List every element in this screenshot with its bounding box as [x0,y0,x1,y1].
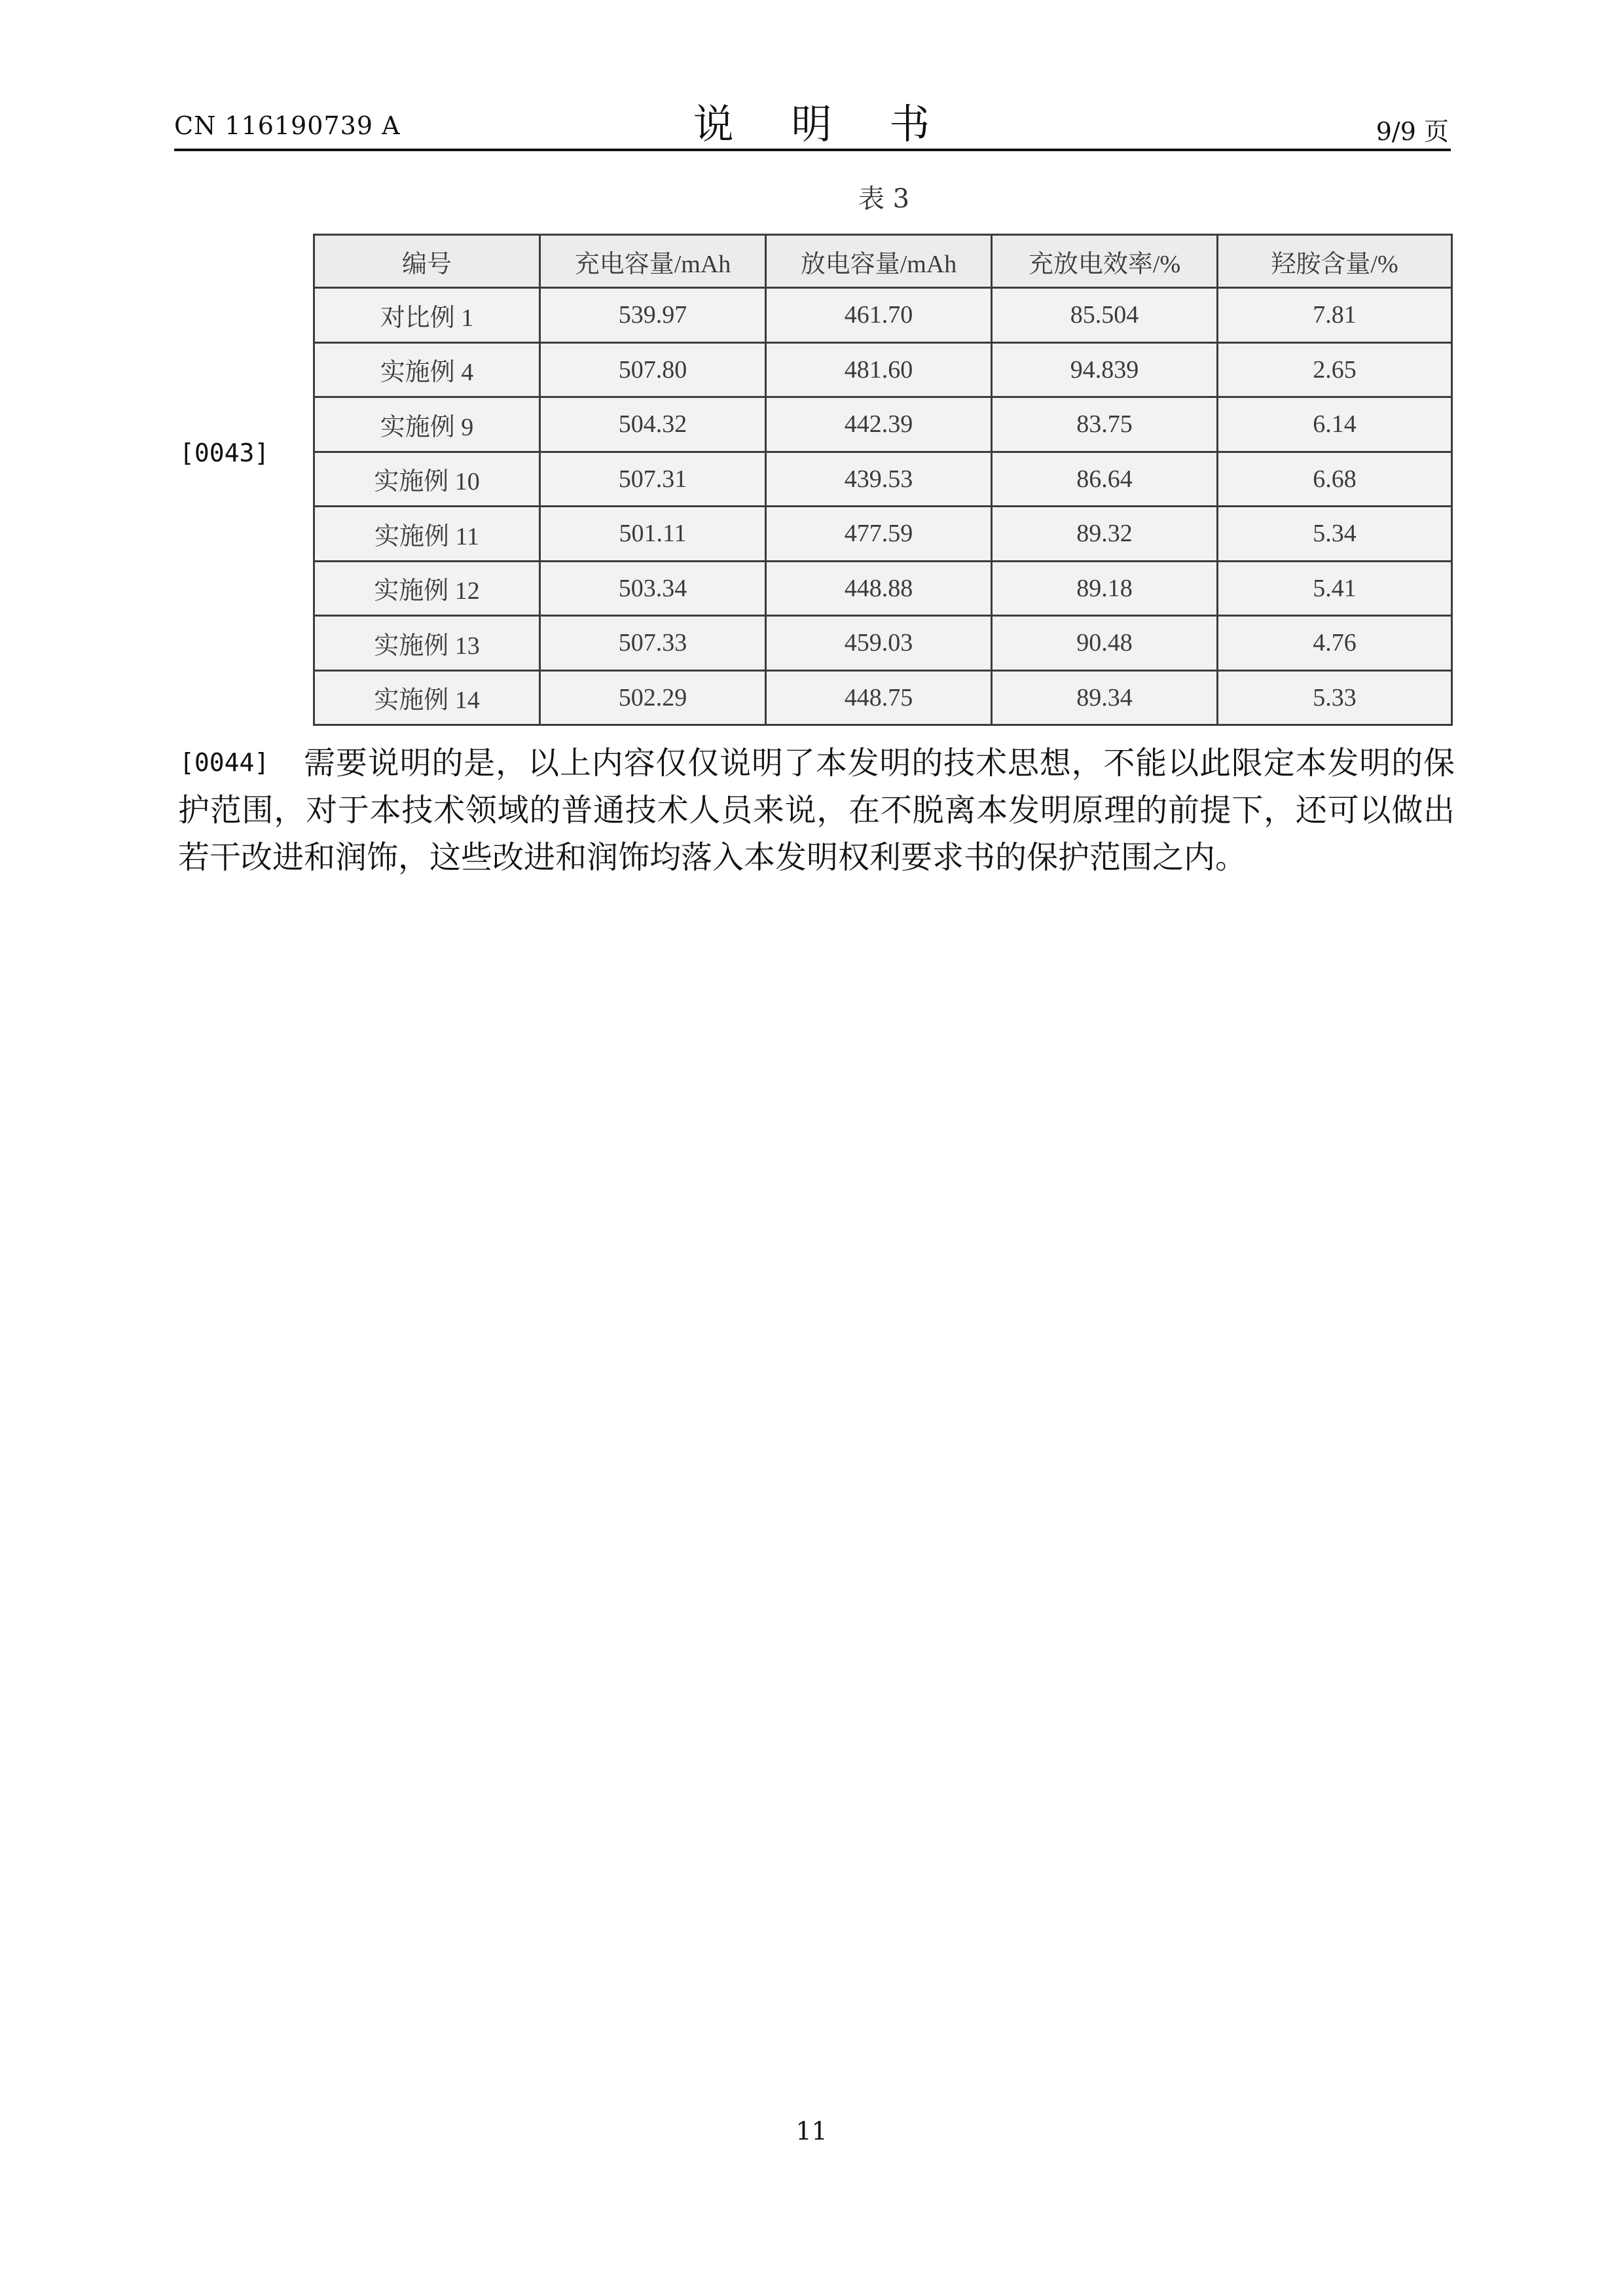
table-cell: 481.60 [766,342,992,397]
table-cell: 539.97 [540,288,766,343]
table-caption: 表 3 [858,184,910,214]
table-cell: 6.14 [1218,397,1452,452]
table-cell: 89.18 [992,561,1218,616]
table-cell: 461.70 [766,288,992,343]
table-row [314,452,1452,507]
table-cell: 5.33 [1218,670,1452,725]
page-number: 11 [795,2117,828,2145]
document-number: CN 116190739 A [174,111,401,140]
table-cell: 2.65 [1218,342,1452,397]
document-title: 说 明 书 [693,100,953,148]
table-cell: 507.80 [540,342,766,397]
table-cell: 85.504 [992,288,1218,343]
table-cell: 实施例 10 [314,452,540,507]
table-cell: 448.75 [766,670,992,725]
table-cell: 6.68 [1218,452,1452,507]
table-row [314,670,1452,725]
table-row [314,397,1452,452]
table-cell: 实施例 13 [314,616,540,671]
table-cell: 实施例 14 [314,670,540,725]
table-cell: 5.34 [1218,507,1452,562]
table-cell: 实施例 12 [314,561,540,616]
paragraph-number: [0044] [179,748,270,777]
table-cell: 83.75 [992,397,1218,452]
table-cell: 89.32 [992,507,1218,562]
header-divider [174,149,1451,151]
table-cell: 89.34 [992,670,1218,725]
table-cell: 448.88 [766,561,992,616]
table-cell: 90.48 [992,616,1218,671]
table-cell: 504.32 [540,397,766,452]
table-cell: 实施例 4 [314,342,540,397]
table-cell: 507.33 [540,616,766,671]
table-header-row [314,235,1452,288]
paragraph-text: 需要说明的是，以上内容仅仅说明了本发明的技术思想，不能以此限定本发明的保护范围，对于本技术领域的普通技术人员来说，在不脱离本发明原理的前提下，还可以做出若干改进和润饰，这些改进和润饰均落入本发明权利要求书的保护范围之内。 [178,745,1455,876]
table-cell: 5.41 [1218,561,1452,616]
page-indicator: 9/9 页 [1376,117,1449,146]
table-cell: 7.81 [1218,288,1452,343]
column-header: 放电容量/mAh [766,235,992,288]
table-row [314,616,1452,671]
table-cell: 实施例 9 [314,397,540,452]
column-header: 羟胺含量/% [1218,235,1452,288]
table-cell: 86.64 [992,452,1218,507]
table-row [314,507,1452,562]
table-cell: 507.31 [540,452,766,507]
table-cell: 94.839 [992,342,1218,397]
column-header: 充放电效率/% [992,235,1218,288]
table-cell: 502.29 [540,670,766,725]
table-cell: 503.34 [540,561,766,616]
table-cell: 对比例 1 [314,288,540,343]
table-cell: 459.03 [766,616,992,671]
table-cell: 实施例 11 [314,507,540,562]
results-table [313,234,1453,726]
table-cell: 501.11 [540,507,766,562]
table-cell: 442.39 [766,397,992,452]
column-header: 充电容量/mAh [540,235,766,288]
table-cell: 477.59 [766,507,992,562]
table-row [314,288,1452,343]
table-cell: 4.76 [1218,616,1452,671]
table-row [314,342,1452,397]
table-row [314,561,1452,616]
paragraph-number: [0043] [179,439,270,467]
table-cell: 439.53 [766,452,992,507]
column-header: 编号 [314,235,540,288]
